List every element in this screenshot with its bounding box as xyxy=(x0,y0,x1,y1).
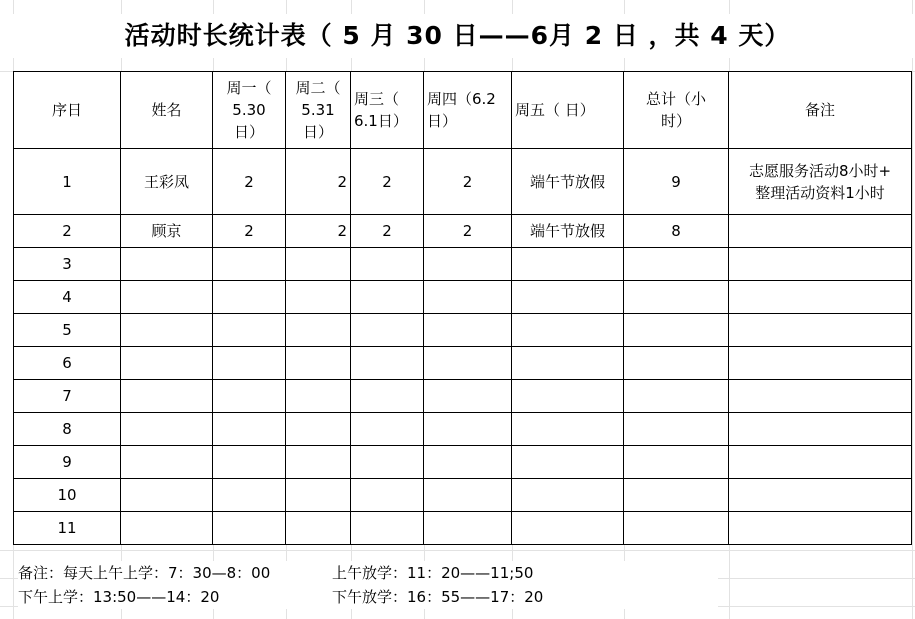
table-row xyxy=(14,413,912,446)
cell-wednesday[interactable] xyxy=(351,512,424,545)
schedule-note xyxy=(18,561,718,609)
cell-name[interactable] xyxy=(121,512,213,545)
table-row xyxy=(14,215,912,248)
morning-start-time[interactable]: 备注：每天上午上学：7：30—8：00 xyxy=(18,564,271,582)
header-total-hours[interactable]: 总计（小 时） xyxy=(624,72,729,149)
cell-tuesday[interactable] xyxy=(286,248,351,281)
cell-note[interactable] xyxy=(729,512,912,545)
cell-friday[interactable] xyxy=(512,413,624,446)
cell-thursday[interactable] xyxy=(424,314,512,347)
cell-monday[interactable]: 2 xyxy=(213,215,286,248)
cell-monday[interactable] xyxy=(213,380,286,413)
cell-total-hours[interactable]: 9 xyxy=(624,149,729,215)
cell-seq[interactable]: 6 xyxy=(14,347,121,380)
cell-total-hours[interactable] xyxy=(624,479,729,512)
cell-thursday[interactable] xyxy=(424,479,512,512)
cell-monday[interactable] xyxy=(213,479,286,512)
cell-tuesday[interactable]: 2 xyxy=(286,215,351,248)
table-row xyxy=(14,281,912,314)
cell-friday[interactable] xyxy=(512,314,624,347)
cell-total-hours[interactable] xyxy=(624,512,729,545)
cell-wednesday[interactable]: 2 xyxy=(351,149,424,215)
header-friday[interactable]: 周五（ 日） xyxy=(512,72,624,149)
cell-thursday[interactable] xyxy=(424,380,512,413)
cell-note[interactable] xyxy=(729,413,912,446)
cell-seq[interactable]: 3 xyxy=(14,248,121,281)
cell-wednesday[interactable] xyxy=(351,479,424,512)
cell-friday[interactable] xyxy=(512,248,624,281)
cell-seq[interactable]: 10 xyxy=(14,479,121,512)
cell-tuesday[interactable] xyxy=(286,347,351,380)
cell-wednesday[interactable] xyxy=(351,281,424,314)
cell-friday[interactable]: 端午节放假 xyxy=(512,149,624,215)
table-row xyxy=(14,479,912,512)
cell-note[interactable] xyxy=(729,446,912,479)
cell-monday[interactable] xyxy=(213,281,286,314)
cell-note[interactable] xyxy=(729,479,912,512)
header-thursday[interactable]: 周四（6.2 日） xyxy=(424,72,512,149)
cell-name[interactable] xyxy=(121,380,213,413)
header-wednesday[interactable]: 周三（ 6.1日） xyxy=(351,72,424,149)
cell-total-hours[interactable] xyxy=(624,248,729,281)
header-monday[interactable]: 周一（ 5.30 日） xyxy=(213,72,286,149)
cell-note[interactable] xyxy=(729,215,912,248)
cell-total-hours[interactable] xyxy=(624,446,729,479)
table-row xyxy=(14,314,912,347)
cell-note[interactable] xyxy=(729,347,912,380)
cell-monday[interactable] xyxy=(213,347,286,380)
cell-name[interactable] xyxy=(121,413,213,446)
cell-tuesday[interactable] xyxy=(286,380,351,413)
afternoon-start-time[interactable]: 下午上学：13:50——14：20 xyxy=(18,588,220,606)
cell-seq[interactable]: 1 xyxy=(14,149,121,215)
cell-note[interactable] xyxy=(729,248,912,281)
header-row xyxy=(14,72,912,149)
cell-monday[interactable] xyxy=(213,512,286,545)
table-row xyxy=(14,347,912,380)
cell-thursday[interactable] xyxy=(424,413,512,446)
table-row xyxy=(14,446,912,479)
morning-end-time[interactable]: 上午放学：11：20——11;50 xyxy=(332,564,534,582)
cell-thursday[interactable] xyxy=(424,281,512,314)
table-row xyxy=(14,512,912,545)
cell-total-hours[interactable] xyxy=(624,281,729,314)
cell-tuesday[interactable] xyxy=(286,512,351,545)
cell-note[interactable] xyxy=(729,380,912,413)
cell-tuesday[interactable] xyxy=(286,281,351,314)
cell-friday[interactable] xyxy=(512,281,624,314)
cell-thursday[interactable] xyxy=(424,248,512,281)
cell-wednesday[interactable] xyxy=(351,347,424,380)
cell-friday[interactable] xyxy=(512,512,624,545)
cell-name[interactable] xyxy=(121,347,213,380)
cell-name[interactable]: 王彩凤 xyxy=(121,149,213,215)
cell-monday[interactable] xyxy=(213,413,286,446)
cell-total-hours[interactable] xyxy=(624,314,729,347)
cell-note[interactable]: 志愿服务活动8小时+ 整理活动资料1小时 xyxy=(729,149,912,215)
cell-tuesday[interactable] xyxy=(286,314,351,347)
cell-seq[interactable]: 7 xyxy=(14,380,121,413)
cell-monday[interactable]: 2 xyxy=(213,149,286,215)
cell-seq[interactable]: 2 xyxy=(14,215,121,248)
cell-wednesday[interactable]: 2 xyxy=(351,215,424,248)
cell-wednesday[interactable] xyxy=(351,446,424,479)
sheet-title: 活动时长统计表（ 5 月 30 日——6月 2 日 ，共 4 天） xyxy=(0,14,915,58)
cell-seq[interactable]: 4 xyxy=(14,281,121,314)
cell-seq[interactable]: 5 xyxy=(14,314,121,347)
cell-note[interactable] xyxy=(729,281,912,314)
cell-friday[interactable] xyxy=(512,446,624,479)
cell-tuesday[interactable]: 2 xyxy=(286,149,351,215)
cell-total-hours[interactable] xyxy=(624,413,729,446)
cell-thursday[interactable] xyxy=(424,446,512,479)
cell-tuesday[interactable] xyxy=(286,479,351,512)
cell-thursday[interactable] xyxy=(424,512,512,545)
cell-thursday[interactable]: 2 xyxy=(424,215,512,248)
cell-wednesday[interactable] xyxy=(351,413,424,446)
cell-monday[interactable] xyxy=(213,248,286,281)
activity-duration-table xyxy=(13,71,912,545)
cell-seq[interactable]: 9 xyxy=(14,446,121,479)
cell-friday[interactable]: 端午节放假 xyxy=(512,215,624,248)
cell-wednesday[interactable] xyxy=(351,314,424,347)
cell-total-hours[interactable] xyxy=(624,380,729,413)
table-row xyxy=(14,380,912,413)
header-seq[interactable]: 序日 xyxy=(14,72,121,149)
header-tuesday[interactable]: 周二（ 5.31 日） xyxy=(286,72,351,149)
cell-seq[interactable]: 11 xyxy=(14,512,121,545)
cell-name[interactable] xyxy=(121,446,213,479)
cell-note[interactable] xyxy=(729,314,912,347)
cell-total-hours[interactable]: 8 xyxy=(624,215,729,248)
cell-tuesday[interactable] xyxy=(286,446,351,479)
cell-friday[interactable] xyxy=(512,380,624,413)
afternoon-end-time[interactable]: 下午放学：16：55——17：20 xyxy=(332,588,544,606)
cell-thursday[interactable]: 2 xyxy=(424,149,512,215)
cell-monday[interactable] xyxy=(213,446,286,479)
cell-name[interactable]: 顾京 xyxy=(121,215,213,248)
cell-monday[interactable] xyxy=(213,314,286,347)
table-row xyxy=(14,248,912,281)
cell-thursday[interactable] xyxy=(424,347,512,380)
cell-friday[interactable] xyxy=(512,479,624,512)
cell-wednesday[interactable] xyxy=(351,380,424,413)
cell-friday[interactable] xyxy=(512,347,624,380)
cell-tuesday[interactable] xyxy=(286,413,351,446)
cell-name[interactable] xyxy=(121,248,213,281)
cell-total-hours[interactable] xyxy=(624,347,729,380)
cell-wednesday[interactable] xyxy=(351,248,424,281)
cell-name[interactable] xyxy=(121,314,213,347)
cell-name[interactable] xyxy=(121,479,213,512)
table-row xyxy=(14,149,912,215)
header-note[interactable]: 备注 xyxy=(729,72,912,149)
header-name[interactable]: 姓名 xyxy=(121,72,213,149)
cell-seq[interactable]: 8 xyxy=(14,413,121,446)
cell-name[interactable] xyxy=(121,281,213,314)
